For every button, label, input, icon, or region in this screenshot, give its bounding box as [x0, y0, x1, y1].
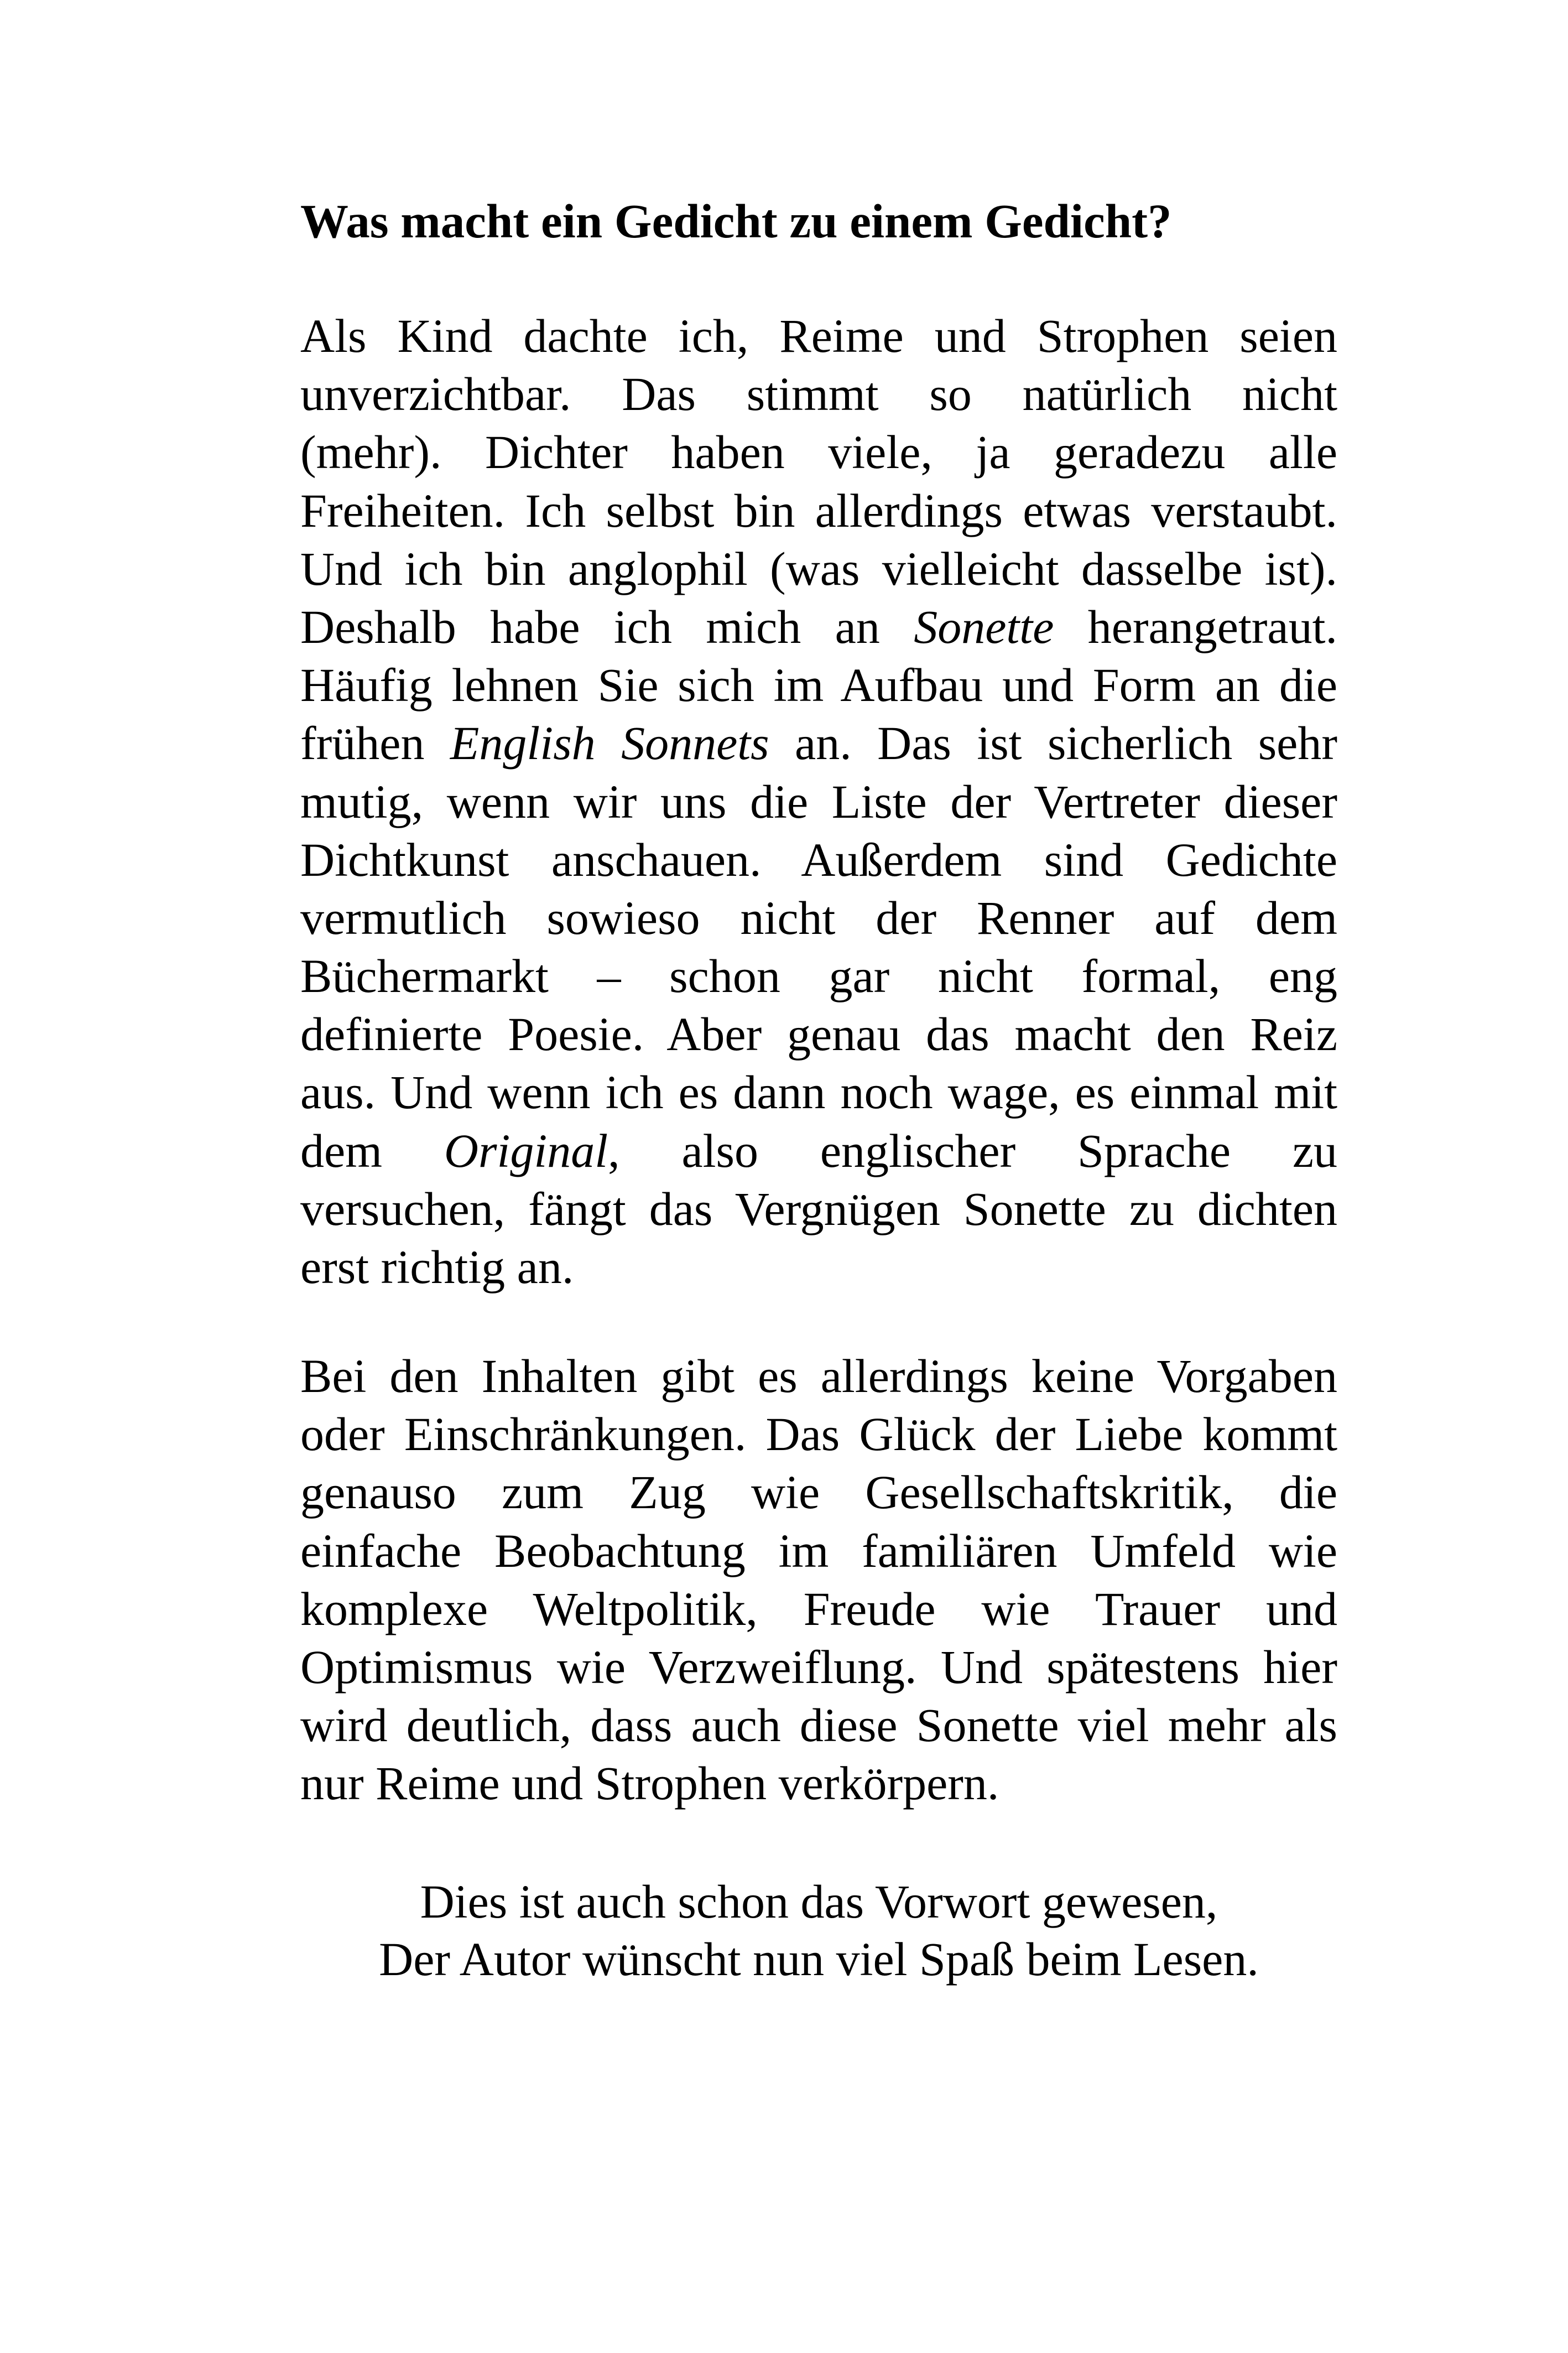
- paragraph-line: dem Original, also englischer Sprache zu: [300, 1124, 1337, 1177]
- paragraph-line: Optimismus wie Verzweiflung. Und spätestens hier: [300, 1640, 1337, 1694]
- paragraph-line: definierte Poesie. Aber genau das macht den Reiz: [300, 1007, 1337, 1061]
- italic-term: Original: [444, 1124, 608, 1177]
- paragraph-line: Deshalb habe ich mich an Sonette herangetraut.: [300, 600, 1337, 653]
- paragraph-line: Häufig lehnen Sie sich im Aufbau und Form an die: [300, 658, 1337, 712]
- paragraph-line: aus. Und wenn ich es dann noch wage, es einmal mit: [300, 1066, 1337, 1119]
- paragraph-line: oder Einschränkungen. Das Glück der Liebe kommt: [300, 1407, 1337, 1461]
- italic-term: English Sonnets: [450, 716, 769, 770]
- paragraph-line: Dichtkunst anschauen. Außerdem sind Gedichte: [300, 833, 1337, 886]
- paragraph-line: nur Reime und Strophen verkörpern.: [300, 1757, 999, 1810]
- paragraph-line: unverzichtbar. Das stimmt so natürlich nicht: [300, 367, 1337, 421]
- paragraph-line: vermutlich sowieso nicht der Renner auf dem: [300, 891, 1337, 944]
- paragraph-line: Und ich bin anglophil (was vielleicht dasselbe ist).: [300, 542, 1337, 595]
- paragraph-line: Freiheiten. Ich selbst bin allerdings etwas verstaubt.: [300, 484, 1337, 537]
- paragraph-line: versuchen, fängt das Vergnügen Sonette zu dichten: [300, 1182, 1337, 1235]
- paragraph-line: Als Kind dachte ich, Reime und Strophen seien: [300, 309, 1337, 362]
- paragraph-line: genauso zum Zug wie Gesellschaftskritik, die: [300, 1466, 1337, 1519]
- paragraph-line: komplexe Weltpolitik, Freude wie Trauer und: [300, 1582, 1337, 1635]
- paragraph-line: wird deutlich, dass auch diese Sonette viel mehr als: [300, 1698, 1337, 1752]
- paragraph-line: einfache Beobachtung im familiären Umfeld wie: [300, 1524, 1337, 1577]
- paragraph-content: [300, 1347, 1337, 1813]
- paragraph-line: erst richtig an.: [300, 1240, 574, 1294]
- paragraph-line: (mehr). Dichter haben viele, ja geradezu alle: [300, 425, 1337, 479]
- paragraph-line: Büchermarkt – schon gar nicht formal, eng: [300, 949, 1337, 1003]
- paragraph-line: mutig, wenn wir uns die Liste der Vertreter dieser: [300, 775, 1337, 828]
- paragraph-line: Bei den Inhalten gibt es allerdings keine Vorgaben: [300, 1349, 1337, 1403]
- italic-term: Sonette: [914, 600, 1054, 653]
- paragraph-line: frühen English Sonnets an. Das ist sicherlich sehr: [300, 716, 1337, 770]
- page-heading: Was macht ein Gedicht zu einem Gedicht?: [300, 194, 1172, 248]
- closing-line-2: Der Autor wünscht nun viel Spaß beim Lesen.: [379, 1933, 1259, 1986]
- closing-line-1: Dies ist auch schon das Vorwort gewesen,: [420, 1875, 1218, 1928]
- closing-couplet: [300, 1873, 1337, 1988]
- paragraph-intro: [300, 307, 1337, 1296]
